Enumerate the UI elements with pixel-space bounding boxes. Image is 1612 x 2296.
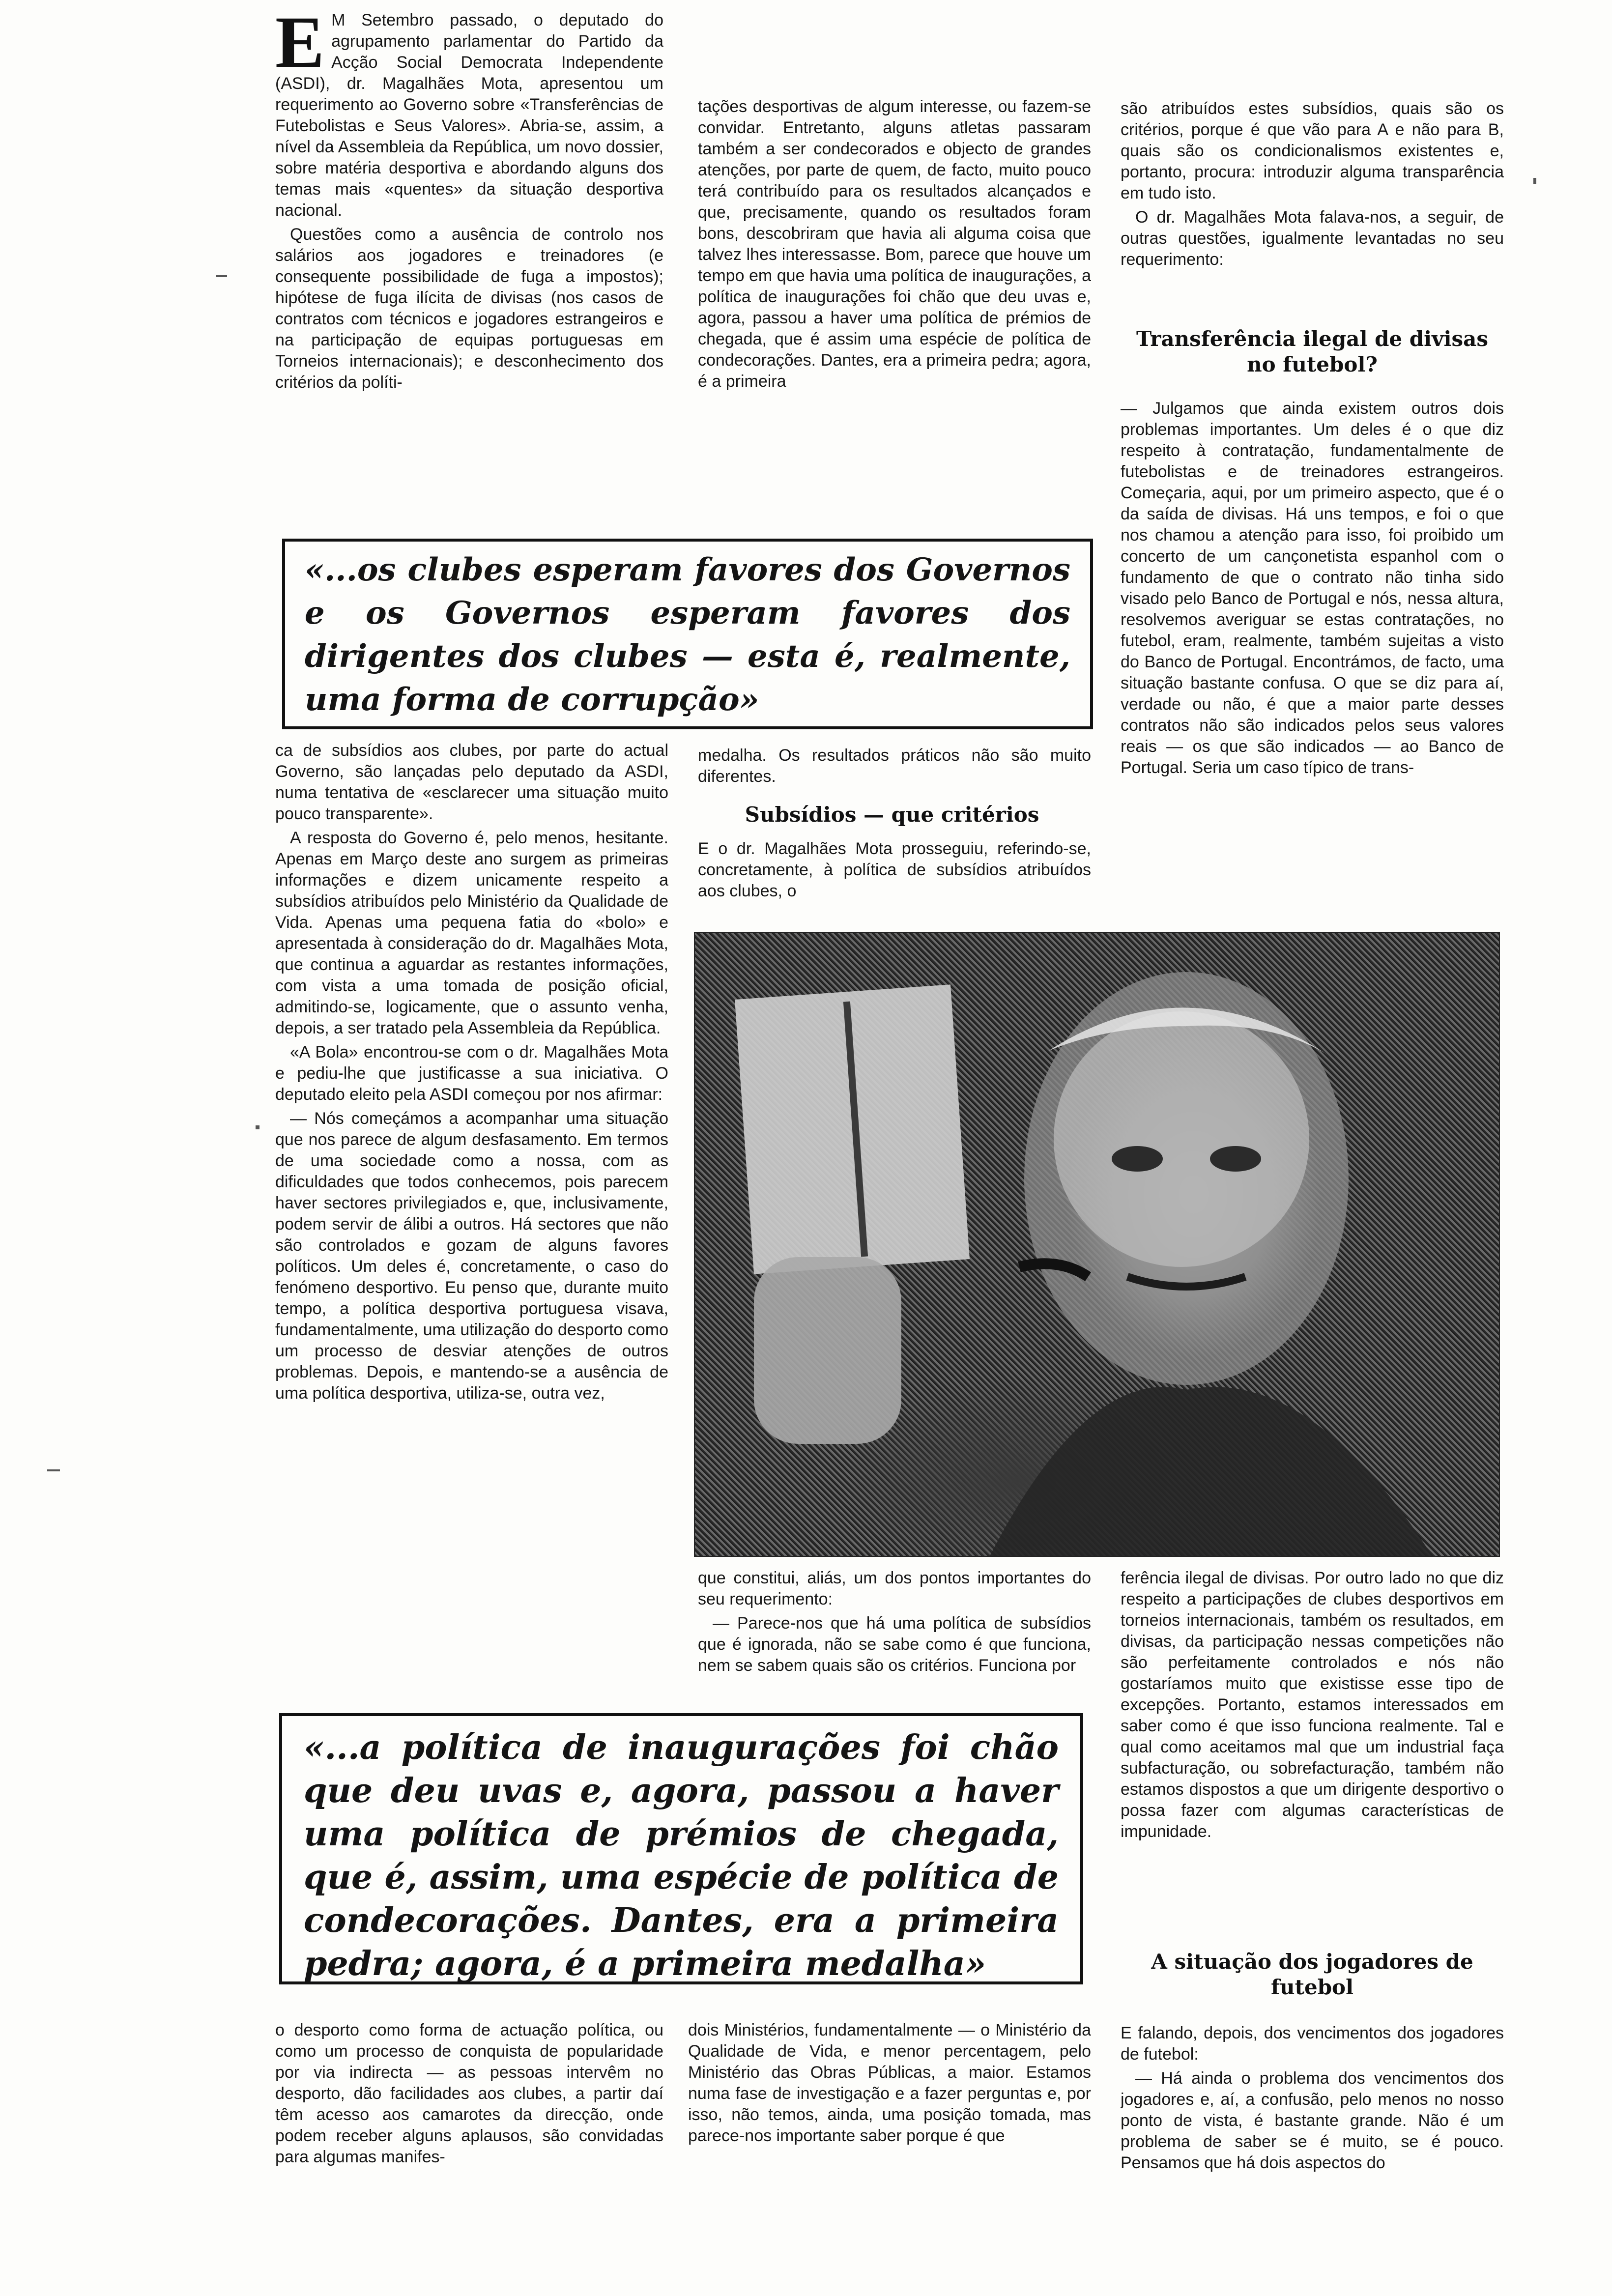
column-2-mid2 — [698, 838, 1091, 927]
column-3-top — [1121, 98, 1504, 315]
column-3-bottom — [1121, 2023, 1504, 2268]
column-2-top — [698, 96, 1091, 509]
paragraph: tações desportivas de algum interesse, ou fazem-se convidar. Entretanto, alguns atletas passaram também a ser condecorados e objecto de grandes atenções, por parte de quem, de facto, muito pouco terá contribuído para os resultados alcançados e que, precisamente, quando os resultados foram bons, descobriram que havia ali alguma coisa que talvez lhes interessasse. Bom, parece que houve um tempo em que havia uma política de inaugurações, a política de inaugurações foi chão que deu uvas e, agora, passou a haver uma política de prémios de chegada, que é assim uma espécie de política de condecorações. Dantes, era a primeira pedra; agora, é a primeira — [698, 97, 1091, 391]
paragraph: que constitui, aliás, um dos pontos importantes do seu requerimento: — [698, 1569, 1091, 1608]
column-1-mid — [275, 740, 668, 1689]
paragraph: A resposta do Governo é, pelo menos, hesitante. Apenas em Março deste ano surgem as primeiras informações e dizem unicamente respeito a subsídios atribuídos pelo Ministério da Qualidade de Vida. Apenas uma pequena fatia do «bolo» e apresentada à consideração do dr. Magalhães Mota, que continua a aguardar as restantes informações, com vista a uma tomada de posição oficial, admitindo-se, logicamente, que o assunto venha, depois, a ser tratado pela Assembleia da República. — [275, 829, 668, 1037]
column-2-low — [698, 1568, 1091, 1710]
column-3-mid — [1121, 398, 1504, 914]
subheading-divisas: Transferência ilegal de divisas no futebol? — [1136, 327, 1488, 376]
paragraph: medalha. Os resultados práticos não são muito diferentes. — [698, 746, 1091, 786]
column-2-mid — [698, 745, 1091, 794]
column-1-bottom — [275, 2020, 663, 2266]
paragraph: E o dr. Magalhães Mota prosseguiu, referindo-se, concretamente, à política de subsídios atribuídos aos clubes, o — [698, 839, 1091, 900]
column-3-low — [1121, 1568, 1504, 1922]
pull-quote-inauguracoes: «...a política de inaugurações foi chão que deu uvas e, agora, passou a haver uma política de prémios de chegada, que é, assim, uma espécie de política de condecorações. Dantes, era a primeira pedra; agora, é a primeira medalha» — [279, 1713, 1083, 1984]
subheading-jogadores: A situação dos jogadores de futebol — [1151, 1950, 1473, 1999]
paragraph: são atribuídos estes subsídios, quais são os critérios, porque é que vão para A e não para B, quais são os condicionalismos existentes e, portanto, procura: introduzir alguma transparência em tudo isto. — [1121, 99, 1504, 202]
paragraph: M Setembro passado, o deputado do agrupamento parlamentar do Partido da Acção Social Democrata Independente (ASDI), dr. Magalhães Mota, apresentou um requerimento ao Governo sobre «Transferências de Futebolistas e Seus Valores». Abria-se, assim, a nível da Assembleia da República, um novo dossier, sobre matéria desportiva e abordando alguns dos temas mais «quentes» da situação desportiva nacional. — [275, 11, 663, 220]
paragraph: — Parece-nos que há uma política de subsídios que é ignorada, não se sabe como é que funciona, nem se sabem quais são os critérios. Funciona por — [698, 1614, 1091, 1675]
photo-magalhaes-mota — [694, 932, 1500, 1557]
paragraph: ferência ilegal de divisas. Por outro lado no que diz respeito a participações de clubes desportivos em torneios internacionais, também os resultados, em divisas, da participação nessas competições não são perfeitamente controlados e nós não gostaríamos muito que existisse esse tipo de excepções. Portanto, estamos interessados em saber como é que isso funciona realmente. Tal e qual como aceitamos mal que um industrial faça subfacturação, ou sobrefacturação, também não estamos dispostos a que um dirigente desportivo o possa fazer com algumas características de impunidade. — [1121, 1569, 1504, 1841]
paragraph: «A Bola» encontrou-se com o dr. Magalhães Mota e pediu-lhe que justificasse a sua iniciativa. O deputado eleito pela ASDI começou por nos afirmar: — [275, 1043, 668, 1104]
paragraph: — Há ainda o problema dos vencimentos dos jogadores e, aí, a confusão, pelo menos no nosso ponto de vista, é bastante grande. Não é um problema de saber se é muito, se é pouco. Pensamos que há dois aspectos do — [1121, 2069, 1504, 2172]
paragraph: — Julgamos que ainda existem outros dois problemas importantes. Um deles é o que diz respeito à contratação, fundamentalmente de futebolistas e de treinadores estrangeiros. Começaria, aqui, por um primeiro aspecto, que é o da saída de divisas. Há uns tempos, e foi o que nos chamou a atenção para isso, foi proibido um concerto de um cançonetista espanhol com o fundamento de que o contrato não tinha sido visado pelo Banco de Portugal e nós, nessa altura, resolvemos averiguar se estas contratações, no futebol, eram, realmente, também sujeitas a visto do Banco de Portugal. Encontrámos, de facto, uma situação bastante confusa. O que se diz para aí, verdade ou não, é que a maior parte desses contratos não são indicados pelos seus valores reais — os que são indicados — ao Banco de Portugal. Seria um caso típico de trans- — [1121, 399, 1504, 777]
column-2-bottom — [688, 2020, 1091, 2266]
paragraph: dois Ministérios, fundamentalmente — o Ministério da Qualidade de Vida, e menor percentagem, pelo Ministério das Obras Públicas, a maior. Estamos numa fase de investigação e a fazer perguntas e, por isso, não temos, ainda, uma posição tomada, mas parece-nos importante saber porque é que — [688, 2021, 1091, 2145]
paragraph: — Nós começámos a acompanhar uma situação que nos parece de algum desfasamento. Em termos de uma sociedade como a nossa, com as dificuldades que todos conhecemos, pois parecem haver sectores privilegiados e, que, inclusivamente, podem servir de álibi a outros. Há sectores que não são controlados e gozam de alguns favores políticos. Um deles é, concretamente, o caso do fenómeno desportivo. Eu penso que, durante muito tempo, a política desportiva portuguesa visava, fundamentalmente, uma utilização do desporto como um processo de desviar atenções de outros problemas. Depois, e mantendo-se a ausência de uma política desportiva, utiliza-se, outra vez, — [275, 1109, 668, 1403]
paragraph: o desporto como forma de actuação política, ou como um processo de conquista de popularidade por via indirecta — as pessoas intervêm no desporto, dão facilidades aos clubes, a partir daí têm acesso aos camarotes da direcção, onde podem receber alguns aplausos, são convidadas para algumas manifes- — [275, 2021, 663, 2166]
column-1-top — [275, 10, 663, 501]
scan-speck — [256, 1125, 259, 1129]
scan-speck — [47, 1469, 60, 1471]
paragraph: E falando, depois, dos vencimentos dos jogadores de futebol: — [1121, 2024, 1504, 2064]
drop-cap: E — [275, 10, 325, 83]
scan-speck — [216, 275, 227, 277]
pull-quote-corruption: «...os clubes esperam favores dos Governos e os Governos esperam favores dos dirigentes dos clubes — esta é, realmente, uma forma de corrupção» — [282, 539, 1093, 729]
scan-speck — [1533, 178, 1536, 184]
paragraph: ca de subsídios aos clubes, por parte do actual Governo, são lançadas pelo deputado da ASDI, numa tentativa de «esclarecer uma situação muito pouco transparente». — [275, 741, 668, 823]
subheading-subsidios: Subsídios — que critérios — [745, 803, 1039, 827]
photo-drawing — [695, 933, 1499, 1556]
paragraph: Questões como a ausência de controlo nos salários aos jogadores e treinadores (e consequente possibilidade de fuga a impostos); hipótese de fuga ilícita de divisas (nos casos de contratos com técnicos e jogadores estrangeiros e na participação de equipas portuguesas em Torneios internacionais); e desconhecimento dos critérios da políti- — [275, 225, 663, 392]
paragraph: O dr. Magalhães Mota falava-nos, a seguir, de outras questões, igualmente levantadas no seu requerimento: — [1121, 208, 1504, 269]
